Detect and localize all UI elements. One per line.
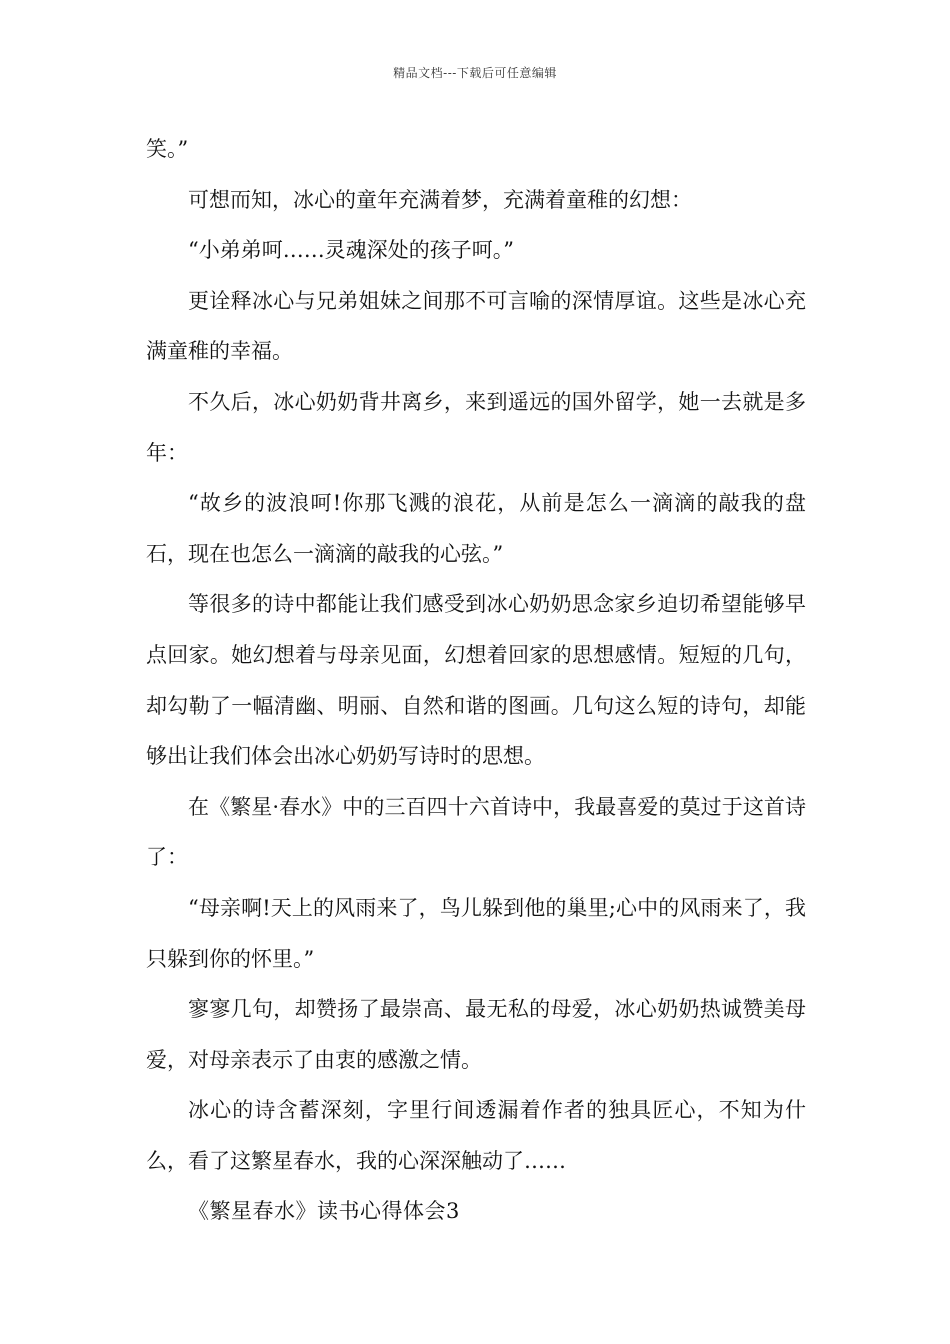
poem-quote-little-brother: “小弟弟呵……灵魂深处的孩子呵。” bbox=[188, 238, 514, 263]
poem-quote-hometown-waves: “故乡的波浪呵!你那飞溅的浪花，从前是怎么一滴滴的敲我的盘石，现在也怎么一滴滴的敲我的心弦。” bbox=[146, 491, 806, 566]
paragraph-favorite-poem: 在《繁星·春水》中的三百四十六首诗中，我最喜爱的莫过于这首诗了： bbox=[146, 794, 806, 870]
paragraph-study-abroad: 不久后，冰心奶奶背井离乡，来到遥远的国外留学，她一去就是多年： bbox=[146, 389, 806, 465]
section-title: 《繁星春水》读书心得体会3 bbox=[188, 1199, 460, 1224]
document-body bbox=[146, 124, 806, 1237]
paragraph-conclusion: 冰心的诗含蓄深刻，字里行间透漏着作者的独具匠心，不知为什么，看了这繁星春水，我的心深深触动了…… bbox=[146, 1098, 806, 1173]
paragraph-sibling-friendship: 更诠释冰心与兄弟姐妹之间那不可言喻的深情厚谊。这些是冰心充满童稚的幸福。 bbox=[146, 288, 806, 364]
paragraph-maternal-love: 寥寥几句，却赞扬了最崇高、最无私的母爱，冰心奶奶热诚赞美母爱，对母亲表示了由衷的感激之情。 bbox=[146, 997, 806, 1072]
poem-quote-mother: “母亲啊!天上的风雨来了，鸟儿躲到他的巢里;心中的风雨来了，我只躲到你的怀里。” bbox=[146, 895, 806, 971]
paragraph-homesickness: 等很多的诗中都能让我们感受到冰心奶奶思念家乡迫切希望能够早点回家。她幻想着与母亲见面，幻想着回家的思想感情。短短的几句，却勾勒了一幅清幽、明丽、自然和谐的图画。几句这么短的诗句，却能够出让我们体会出冰心奶奶写诗时的思想。 bbox=[146, 592, 806, 769]
paragraph-childhood-dream: 可想而知，冰心的童年充满着梦，充满着童稚的幻想： bbox=[188, 187, 692, 212]
paragraph-continuation: 笑。” bbox=[146, 137, 189, 161]
page-header: 精品文档---下载后可任意编辑 bbox=[393, 66, 557, 80]
